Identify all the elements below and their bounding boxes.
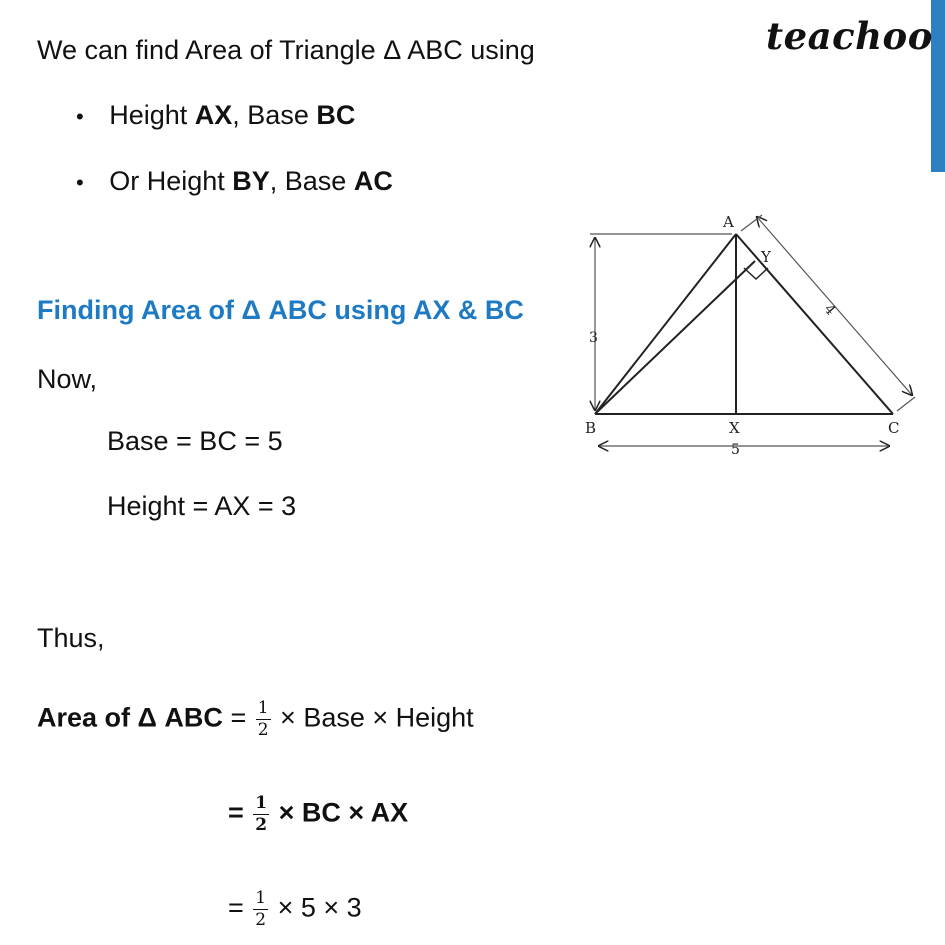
now-text: Now, xyxy=(37,364,98,394)
area-label: Area of Δ ABC xyxy=(37,702,223,733)
bullet-item-2 xyxy=(76,165,393,199)
altitude-by xyxy=(595,261,755,414)
equals-sign: = xyxy=(228,797,252,828)
formula-text: × BC × AX xyxy=(271,797,409,828)
dimension-height-label: 3 xyxy=(589,330,598,346)
area-formula-line-2 xyxy=(228,795,408,834)
area-formula-line-3 xyxy=(228,890,362,929)
formula-text: × Base × Height xyxy=(272,702,474,733)
bullet-text: Or Height xyxy=(109,166,233,196)
side-ab xyxy=(595,234,736,414)
section-heading: Finding Area of Δ ABC using AX & BC xyxy=(37,295,524,325)
height-line: Height = AX = 3 xyxy=(107,491,297,521)
scrollbar-thumb[interactable] xyxy=(931,0,945,172)
area-formula-line-1 xyxy=(37,700,474,739)
fraction-half: $\frac{1}{2}$ xyxy=(257,698,269,740)
dimension-side-label: 4 xyxy=(820,301,839,319)
label-y: Y xyxy=(761,248,771,266)
bullet-bold: BC xyxy=(316,100,356,130)
bullet-text: Height xyxy=(109,100,195,130)
label-b: B xyxy=(585,419,597,437)
dimension-guide xyxy=(897,397,915,411)
label-a: A xyxy=(723,213,734,231)
label-c: C xyxy=(888,419,900,437)
bullet-text: , Base xyxy=(269,166,354,196)
dimension-guide xyxy=(741,215,762,231)
right-angle-mark xyxy=(744,268,768,279)
equals-sign: = xyxy=(228,892,252,923)
dimension-base-label: 5 xyxy=(731,442,740,458)
bullet-item-1 xyxy=(76,99,355,133)
fraction-half: $\frac{1}{2}$ xyxy=(255,793,268,835)
fraction-half: $\frac{1}{2}$ xyxy=(255,888,267,930)
bullet-bold: AX xyxy=(194,100,233,130)
bullet-bold: AC xyxy=(353,166,393,196)
bullet-marker: • xyxy=(76,170,84,195)
bullet-marker: • xyxy=(76,104,84,129)
formula-text: × 5 × 3 xyxy=(270,892,362,923)
thus-text: Thus, xyxy=(37,623,105,653)
base-line: Base = BC = 5 xyxy=(107,426,283,456)
intro-text: We can find Area of Triangle Δ ABC using xyxy=(37,35,535,65)
label-x: X xyxy=(729,419,740,437)
bullet-text: , Base xyxy=(232,100,317,130)
bullet-bold: BY xyxy=(232,166,270,196)
side-ac xyxy=(736,234,893,414)
teachoo-logo: teachoo xyxy=(766,14,933,58)
triangle-figure xyxy=(570,205,920,465)
equals-sign: = xyxy=(222,702,254,733)
